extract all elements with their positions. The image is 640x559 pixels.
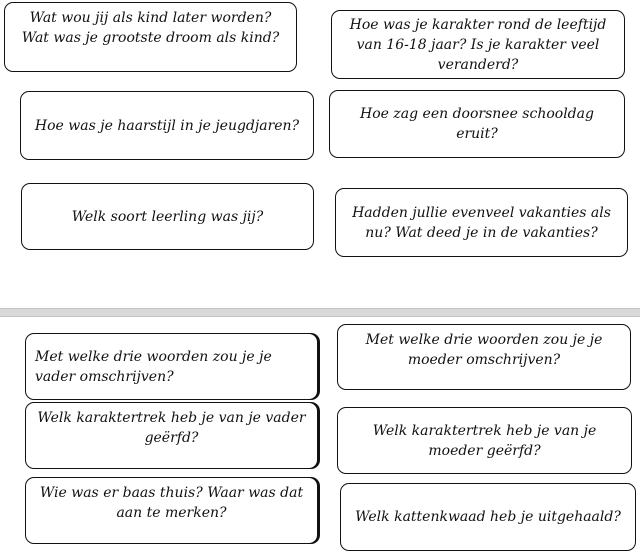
question-text: Welk karaktertrek heb je van je moeder geërfd? [372,422,597,459]
question-card-boss-at-home [25,477,318,544]
question-text: Hadden jullie evenveel vakanties als nu? Wat deed je in de vakanties? [352,204,611,241]
question-text: Wat wou jij als kind later worden? Wat was je grootste droom als kind? [21,10,280,46]
question-text: Met welke drie woorden zou je je moeder omschrijven? [365,332,603,368]
question-card-trait-from-mother [337,407,632,474]
question-card-childhood-dream [4,2,297,72]
question-text: Welk kattenkwaad heb je uitgehaald? [355,509,621,525]
question-card-type-of-student [21,183,314,250]
question-text: Hoe was je karakter rond de leeftijd van 16-18 jaar? Is je karakter veel veranderd? [349,16,607,73]
question-text: Met welke drie woorden zou je je vader omschrijven? [35,348,272,385]
question-card-hairstyle [20,91,314,160]
question-card-describe-mother [337,324,631,390]
question-card-holidays [335,188,628,257]
question-card-trait-from-father [25,402,318,469]
question-text: Welk karaktertrek heb je van je vader geërfd? [37,410,306,446]
question-card-describe-father [25,333,318,400]
question-text: Hoe was je haarstijl in je jeugdjaren? [34,117,300,134]
question-text: Welk soort leerling was jij? [71,208,264,225]
document-page-2 [0,317,640,559]
question-text: Hoe zag een doorsnee schooldag eruit? [360,106,594,142]
page-separator [0,308,640,317]
question-card-school-day [329,90,625,158]
question-card-character-age-16-18 [331,10,625,79]
question-card-mischief [340,483,636,551]
question-text: Wie was er baas thuis? Waar was dat aan te merken? [39,485,304,521]
